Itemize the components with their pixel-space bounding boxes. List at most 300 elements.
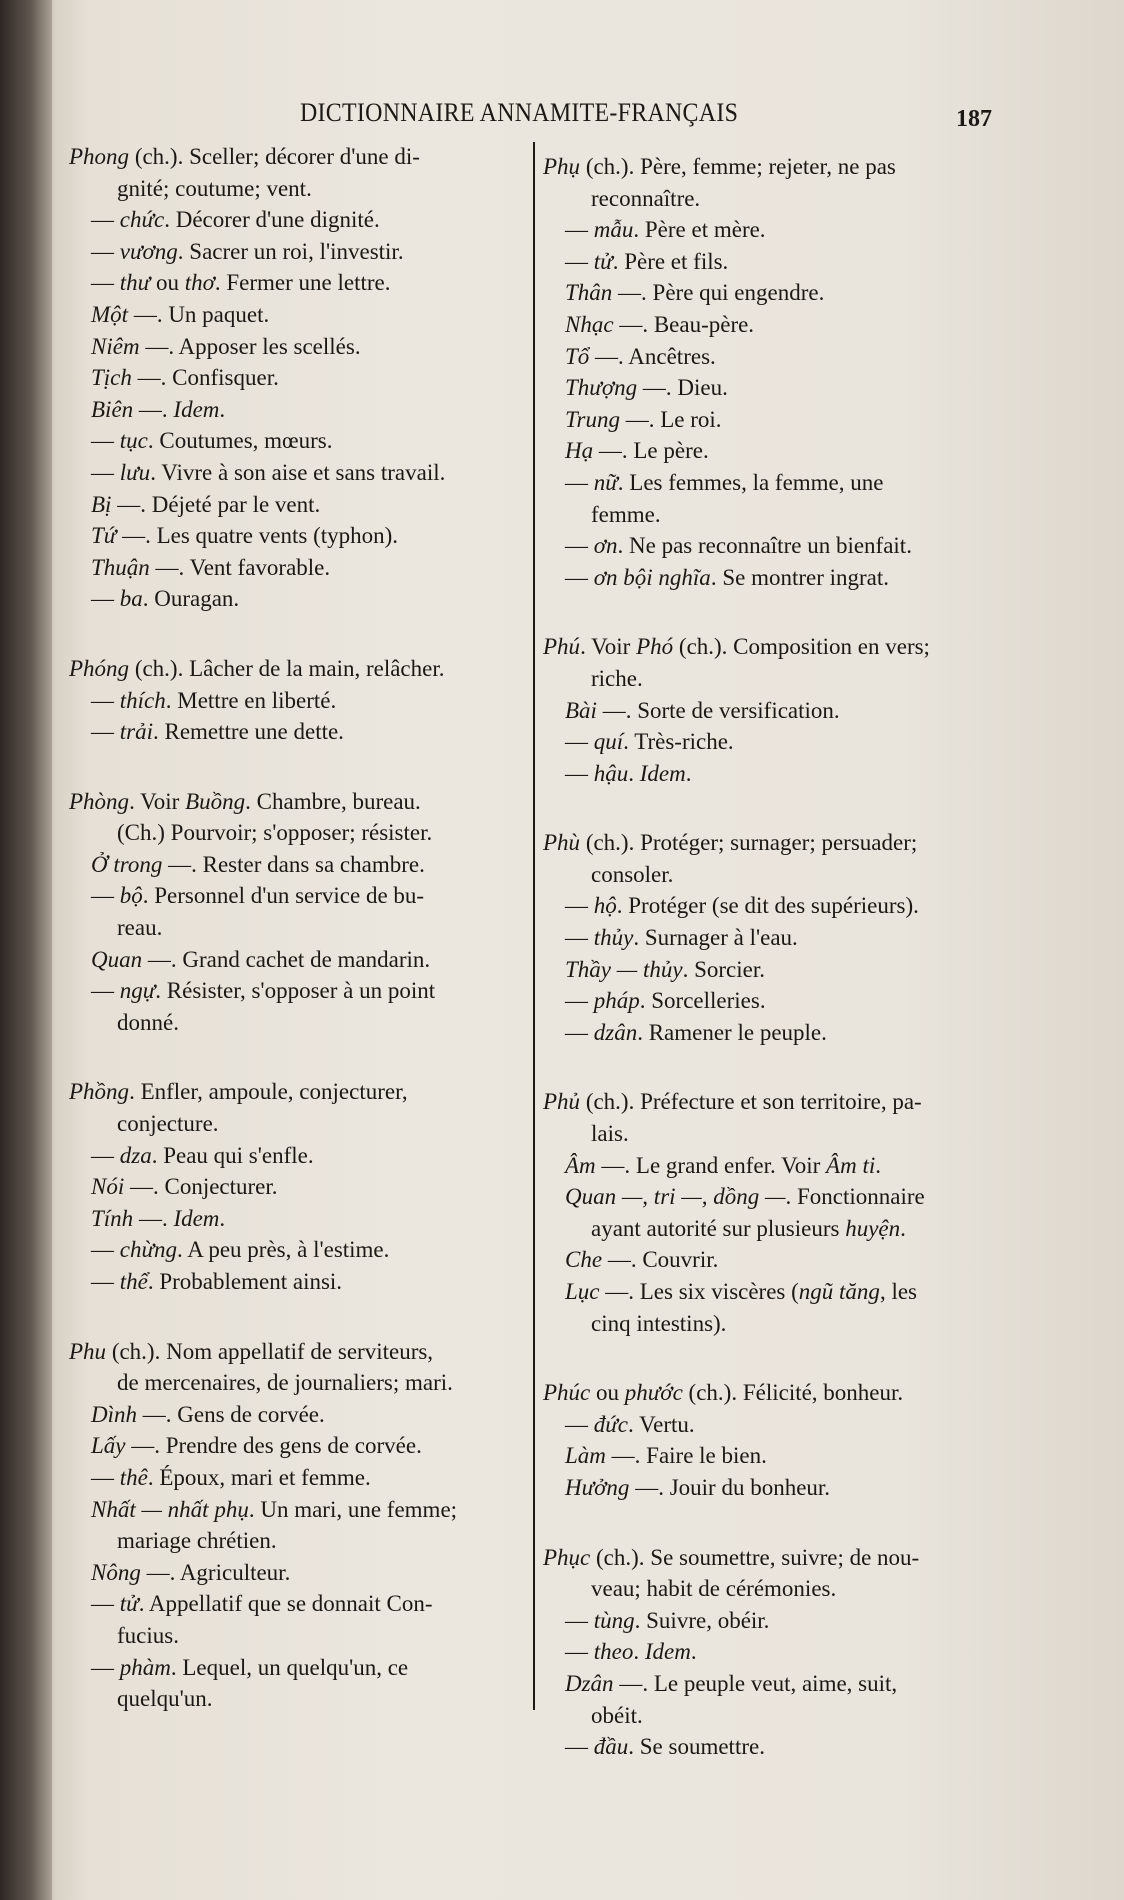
sub-entry-line	[69, 685, 531, 717]
dictionary-entry	[69, 1336, 531, 1715]
french-text: —	[565, 1019, 594, 1045]
sub-entry-line	[69, 1557, 531, 1589]
french-text: conjecture.	[117, 1111, 219, 1137]
sub-entry-line	[69, 1462, 531, 1494]
sub-entry-line	[69, 975, 531, 1007]
sub-entry-line	[543, 1276, 1008, 1308]
vietnamese-term: Phủ	[543, 1089, 581, 1115]
entry-headline	[69, 141, 531, 173]
french-text: —. Rester dans sa chambre.	[162, 851, 425, 877]
vietnamese-term: Quan	[91, 946, 143, 972]
french-text: . Peau qui s'enfle.	[151, 1142, 314, 1168]
sub-entry-line	[69, 1140, 531, 1172]
french-text: . A peu près, à l'estime.	[177, 1237, 390, 1263]
entry-headline	[543, 151, 1008, 183]
vietnamese-term: bộ	[119, 883, 143, 909]
vietnamese-term: Idem	[644, 1639, 691, 1665]
french-text: .	[900, 1215, 906, 1241]
french-text: . Chambre, bureau.	[245, 788, 421, 814]
sub-entry-line	[543, 922, 1008, 954]
sub-entry-line	[543, 1244, 1008, 1276]
sub-entry-line	[543, 1472, 1008, 1504]
sub-entry-line	[69, 1588, 531, 1620]
french-text: . Voir	[580, 634, 637, 660]
continuation-line	[543, 1308, 1008, 1340]
french-text: —. Conjecturer.	[124, 1174, 278, 1200]
french-text: —	[91, 270, 120, 296]
french-text: —.	[133, 1205, 174, 1231]
entry-headline	[69, 1076, 531, 1108]
sub-entry-line	[543, 341, 1008, 373]
french-text: . Voir	[129, 788, 186, 814]
french-text: fucius.	[117, 1622, 179, 1648]
dictionary-entry	[69, 786, 531, 1039]
vietnamese-term: Phục	[543, 1544, 591, 1570]
french-text: . Les femmes, la femme, une	[617, 469, 884, 495]
sub-entry-line	[543, 726, 1008, 758]
sub-entry-line	[543, 1605, 1008, 1637]
vietnamese-term: tử	[593, 248, 613, 274]
vietnamese-term: chức	[119, 207, 165, 233]
sub-entry-line	[543, 954, 1008, 986]
french-text: —	[91, 238, 120, 264]
vietnamese-term: pháp	[593, 988, 640, 1014]
vietnamese-term: ngũ tăng	[798, 1279, 880, 1304]
vietnamese-term: Trung	[565, 406, 620, 432]
continuation-line	[69, 1108, 531, 1140]
french-text: . Vivre à son aise et sans travail.	[150, 459, 446, 485]
continuation-line	[69, 1525, 531, 1557]
vietnamese-term: Niêm	[91, 333, 140, 359]
sub-entry-line	[69, 204, 531, 236]
sub-entry-line	[543, 309, 1008, 341]
french-text: ou	[590, 1380, 625, 1406]
vietnamese-term: lưu	[119, 459, 151, 485]
sub-entry-line	[543, 1409, 1008, 1441]
continuation-line	[69, 912, 531, 944]
vietnamese-term: Idem	[639, 760, 686, 786]
entry-headline	[543, 1542, 1008, 1574]
vietnamese-term: Tịch	[91, 365, 132, 391]
sub-entry-line	[543, 562, 1008, 594]
vietnamese-term: Phụ	[543, 154, 581, 179]
continuation-line	[69, 1367, 531, 1399]
sub-entry-line	[543, 1150, 1008, 1182]
entry-headline	[69, 786, 531, 818]
vietnamese-term: Quan —, tri —, dồng —	[565, 1184, 786, 1210]
sub-entry-line	[69, 267, 531, 299]
french-text: . Ne pas reconnaître un bienfait.	[617, 533, 912, 559]
vietnamese-term: Tứ	[91, 523, 117, 549]
french-text: —. Sorte de versification.	[596, 697, 840, 723]
entry-headline	[543, 827, 1008, 859]
french-text: —	[565, 1607, 594, 1633]
sub-entry-line	[543, 1731, 1008, 1763]
book-spine-shadow	[0, 0, 52, 1900]
french-text: —. Agriculteur.	[140, 1559, 291, 1585]
vietnamese-term: Buồng	[185, 788, 246, 814]
french-text: —. Le grand enfer. Voir	[595, 1152, 827, 1178]
vietnamese-term: Phóng	[69, 655, 130, 681]
left-column	[69, 141, 531, 1753]
french-text: —	[565, 760, 594, 786]
vietnamese-term: hộ	[593, 893, 617, 919]
french-text: ayant autorité sur plusieurs	[591, 1215, 846, 1241]
french-text: —	[565, 217, 594, 243]
sub-entry-line	[543, 1181, 1008, 1213]
vietnamese-term: dzân	[593, 1019, 638, 1045]
sub-entry-line	[69, 1203, 531, 1235]
french-text: . Très-riche.	[623, 729, 734, 755]
sub-entry-line	[69, 716, 531, 748]
french-text: (ch.). Se soumettre, suivre; de nou-	[590, 1544, 920, 1570]
french-text: —	[91, 428, 120, 454]
vietnamese-term: nữ	[593, 469, 618, 495]
french-text: .	[690, 1639, 697, 1665]
sub-entry-line	[69, 1494, 531, 1526]
french-text: —. Beau-père.	[613, 311, 755, 337]
french-text: —. Déjeté par le vent.	[111, 491, 321, 517]
vietnamese-term: Phồng	[69, 1079, 130, 1105]
french-text: .	[219, 1205, 226, 1231]
vietnamese-term: ơn bội nghĩa	[593, 564, 711, 590]
french-text: . Fermer une lettre.	[214, 270, 391, 296]
vietnamese-term: thích	[119, 687, 166, 713]
vietnamese-term: thơ	[184, 270, 215, 296]
sub-entry-line	[69, 1652, 531, 1684]
sub-entry-line	[543, 246, 1008, 278]
french-text: —	[565, 248, 594, 274]
french-text: —	[91, 719, 120, 745]
french-text: —. Le peuple veut, aime, suit,	[613, 1670, 898, 1696]
french-text: gnité; coutume; vent.	[117, 175, 312, 201]
vietnamese-term: Phù	[543, 830, 581, 856]
sub-entry-line	[69, 457, 531, 489]
vietnamese-term: ơn	[593, 533, 618, 559]
french-text: . Sorcier.	[682, 956, 765, 982]
continuation-line	[543, 663, 1008, 695]
french-text: .	[875, 1152, 881, 1178]
sub-entry-line	[543, 1636, 1008, 1668]
vietnamese-term: Ở trong	[91, 851, 163, 877]
french-text: . Vertu.	[628, 1411, 695, 1437]
dictionary-entry	[543, 1086, 1008, 1339]
sub-entry-line	[69, 944, 531, 976]
french-text: —	[91, 1591, 120, 1617]
french-text: —. Le père.	[593, 438, 709, 464]
french-text: —	[91, 978, 120, 1004]
vietnamese-term: Thân	[565, 280, 613, 306]
sub-entry-line	[543, 1440, 1008, 1472]
continuation-line	[69, 1683, 531, 1715]
sub-entry-line	[69, 299, 531, 331]
french-text: —	[565, 1639, 594, 1665]
french-text: ou	[150, 270, 185, 296]
vietnamese-term: Dzân	[565, 1670, 614, 1696]
sub-entry-line	[69, 1399, 531, 1431]
french-text: —. Ancêtres.	[589, 343, 716, 369]
french-text: —. Les quatre vents (typhon).	[116, 523, 399, 549]
vietnamese-term: Âm	[565, 1152, 596, 1178]
french-text: —. Le roi.	[619, 406, 722, 432]
french-text: —. Grand cachet de mandarin.	[142, 946, 431, 972]
sub-entry-line	[69, 1266, 531, 1298]
sub-entry-line	[69, 425, 531, 457]
french-text: —. Faire le bien.	[605, 1443, 767, 1469]
sub-entry-line	[543, 404, 1008, 436]
french-text: . Père et fils.	[612, 248, 729, 274]
vietnamese-term: huyện	[845, 1215, 901, 1241]
french-text: —	[91, 883, 120, 909]
vietnamese-term: thư	[119, 270, 151, 296]
french-text: . Un mari, une femme;	[248, 1496, 458, 1522]
french-text: —. Gens de corvée.	[137, 1401, 325, 1427]
french-text: —. Vent favorable.	[149, 554, 331, 580]
vietnamese-term: chừng	[119, 1237, 178, 1263]
sub-entry-line	[69, 849, 531, 881]
vietnamese-term: Phu	[69, 1338, 107, 1364]
french-text: —. Un paquet.	[128, 301, 270, 327]
vietnamese-term: Thầy — thủy	[565, 956, 683, 982]
page-number: 187	[956, 106, 992, 132]
sub-entry-line	[543, 467, 1008, 499]
french-text: cinq intestins).	[591, 1310, 727, 1336]
french-text: mariage chrétien.	[117, 1528, 277, 1554]
sub-entry-line	[69, 394, 531, 426]
sub-entry-line	[69, 362, 531, 394]
french-text: , les	[879, 1279, 917, 1304]
french-text: —	[91, 207, 120, 233]
french-text: (ch.). Félicité, bonheur.	[682, 1380, 904, 1406]
continuation-line	[69, 1007, 531, 1039]
french-text: (ch.). Nom appellatif de serviteurs,	[106, 1338, 434, 1364]
sub-entry-line	[543, 1017, 1008, 1049]
french-text: . Sorcelleries.	[639, 988, 766, 1014]
french-text: . Décorer d'une dignité.	[164, 207, 380, 233]
french-text: . Personnel d'un service de bu-	[142, 883, 425, 909]
vietnamese-term: Làm	[565, 1443, 606, 1469]
continuation-line	[543, 183, 1008, 215]
vietnamese-term: ngự	[119, 978, 156, 1004]
french-text: —	[91, 586, 120, 612]
vietnamese-term: Phòng	[69, 788, 130, 814]
french-text: lais.	[591, 1121, 629, 1147]
vietnamese-term: đức	[593, 1411, 629, 1437]
french-text: —	[565, 893, 594, 919]
french-text: veau; habit de cérémonies.	[591, 1576, 837, 1602]
vietnamese-term: vương	[119, 238, 178, 264]
sub-entry-line	[69, 1430, 531, 1462]
column-divider	[533, 142, 535, 1710]
vietnamese-term: Biên	[91, 396, 134, 422]
french-text: .	[685, 760, 692, 786]
french-text: —	[565, 564, 594, 590]
french-text: riche.	[591, 665, 643, 691]
continuation-line	[69, 817, 531, 849]
dictionary-entry	[543, 151, 1008, 593]
french-text: —	[565, 469, 594, 495]
french-text: . Ramener le peuple.	[637, 1019, 827, 1045]
vietnamese-term: Bài	[565, 697, 597, 723]
sub-entry-line	[69, 236, 531, 268]
vietnamese-term: Thượng	[565, 375, 638, 401]
vietnamese-term: Phó	[636, 634, 674, 660]
vietnamese-term: Tổ	[565, 343, 590, 369]
french-text: —	[565, 1734, 594, 1760]
french-text: femme.	[591, 501, 661, 527]
vietnamese-term: Idem	[173, 1205, 220, 1231]
french-text: .	[219, 396, 226, 422]
sub-entry-line	[543, 277, 1008, 309]
french-text: consoler.	[591, 861, 674, 887]
vietnamese-term: Bị	[91, 491, 112, 517]
vietnamese-term: tử	[119, 1591, 139, 1617]
french-text: —	[91, 687, 120, 713]
french-text: . Enfler, ampoule, conjecturer,	[129, 1079, 408, 1105]
vietnamese-term: dza	[119, 1142, 152, 1168]
french-text: —. Dieu.	[637, 375, 728, 401]
dictionary-entry	[543, 1542, 1008, 1763]
continuation-line	[543, 859, 1008, 891]
french-text: reau.	[117, 915, 163, 941]
vietnamese-term: Nói	[91, 1174, 125, 1200]
dictionary-entry	[543, 631, 1008, 789]
vietnamese-term: Hưởng	[565, 1474, 630, 1500]
french-text: —	[91, 459, 120, 485]
vietnamese-term: tùng	[593, 1607, 635, 1633]
dictionary-entry	[543, 827, 1008, 1048]
continuation-line	[543, 1573, 1008, 1605]
dictionary-entry	[69, 653, 531, 748]
vietnamese-term: ba	[119, 586, 143, 612]
dictionary-entry	[543, 1377, 1008, 1503]
french-text: —. Couvrir.	[602, 1247, 719, 1273]
french-text: . Résister, s'opposer à un point	[155, 978, 436, 1004]
vietnamese-term: Âm ti	[826, 1152, 876, 1178]
french-text: (ch.). Protéger; surnager; persuader;	[580, 830, 918, 856]
sub-entry-line	[69, 1171, 531, 1203]
vietnamese-term: Phú	[543, 634, 581, 660]
vietnamese-term: trải	[119, 719, 153, 745]
french-text: . Sacrer un roi, l'investir.	[177, 238, 404, 264]
continuation-line	[69, 1620, 531, 1652]
vietnamese-term: thể	[119, 1269, 148, 1294]
sub-entry-line	[69, 1234, 531, 1266]
french-text: reconnaître.	[591, 185, 701, 211]
vietnamese-term: Idem	[173, 396, 220, 422]
french-text: —.	[133, 396, 174, 422]
entry-headline	[69, 653, 531, 685]
french-text: . Père et mère.	[633, 217, 766, 243]
continuation-line	[543, 499, 1008, 531]
vietnamese-term: Phong	[69, 144, 130, 169]
french-text: . Fonctionnaire	[785, 1184, 925, 1210]
sub-entry-line	[543, 530, 1008, 562]
vietnamese-term: phước	[624, 1380, 683, 1406]
french-text: —	[91, 1142, 120, 1168]
french-text: obéit.	[591, 1702, 643, 1728]
vietnamese-term: Dình	[91, 1401, 137, 1427]
vietnamese-term: Một	[91, 301, 129, 327]
right-column	[543, 151, 1008, 1801]
vietnamese-term: Hạ	[565, 438, 594, 464]
french-text: —	[565, 533, 594, 559]
sub-entry-line	[543, 372, 1008, 404]
sub-entry-line	[543, 758, 1008, 790]
sub-entry-line	[69, 331, 531, 363]
vietnamese-term: Thuận	[91, 554, 150, 580]
french-text: —	[565, 988, 594, 1014]
french-text: . Appellatif que se donnait Con-	[138, 1591, 433, 1617]
entry-headline	[69, 1336, 531, 1368]
vietnamese-term: phàm	[119, 1654, 171, 1680]
french-text: . Suivre, obéir.	[634, 1607, 770, 1633]
french-text: —	[91, 1237, 120, 1263]
sub-entry-line	[543, 1668, 1008, 1700]
sub-entry-line	[69, 520, 531, 552]
vietnamese-term: hậu	[593, 760, 629, 786]
continuation-line	[543, 1213, 1008, 1245]
french-text: (ch.). Sceller; décorer d'une di-	[129, 144, 420, 169]
vietnamese-term: Che	[565, 1247, 603, 1273]
vietnamese-term: mẫu	[593, 217, 634, 243]
french-text: . Époux, mari et femme.	[147, 1464, 371, 1490]
french-text: —. Apposer les scellés.	[139, 333, 361, 359]
vietnamese-term: Nhất — nhất phụ	[91, 1496, 249, 1522]
french-text: . Coutumes, mœurs.	[147, 428, 333, 454]
french-text: (ch.). Préfecture et son territoire, pa-	[580, 1089, 922, 1115]
french-text: . Surnager à l'eau.	[633, 925, 798, 951]
entry-headline	[543, 1086, 1008, 1118]
french-text: —	[565, 925, 594, 951]
french-text: —. Prendre des gens de corvée.	[125, 1433, 422, 1459]
sub-entry-line	[69, 880, 531, 912]
french-text: (Ch.) Pourvoir; s'opposer; résister.	[117, 820, 433, 846]
sub-entry-line	[543, 435, 1008, 467]
french-text: .	[628, 760, 640, 786]
continuation-line	[543, 1118, 1008, 1150]
entry-headline	[543, 1377, 1008, 1409]
continuation-line	[69, 173, 531, 205]
vietnamese-term: Tính	[91, 1205, 134, 1231]
vietnamese-term: Lấy	[91, 1433, 126, 1459]
french-text: —	[565, 729, 594, 755]
vietnamese-term: thủy	[593, 925, 634, 951]
vietnamese-term: thê	[119, 1464, 148, 1490]
french-text: (ch.). Père, femme; rejeter, ne pas	[580, 154, 896, 179]
french-text: —. Confisquer.	[131, 365, 279, 391]
sub-entry-line	[69, 583, 531, 615]
running-header: DICTIONNAIRE ANNAMITE-FRANÇAIS	[300, 98, 739, 127]
french-text: —	[91, 1654, 120, 1680]
french-text: (ch.). Composition en vers;	[673, 634, 930, 660]
vietnamese-term: Phúc	[543, 1380, 591, 1406]
french-text: de mercenaires, de journaliers; mari.	[117, 1370, 453, 1396]
french-text: donné.	[117, 1009, 179, 1035]
french-text: —. Jouir du bonheur.	[629, 1474, 831, 1500]
vietnamese-term: đầu	[593, 1734, 629, 1760]
french-text: . Probablement ainsi.	[147, 1269, 343, 1294]
sub-entry-line	[543, 214, 1008, 246]
french-text: . Lequel, un quelqu'un, ce	[170, 1654, 409, 1680]
sub-entry-line	[69, 552, 531, 584]
sub-entry-line	[543, 985, 1008, 1017]
vietnamese-term: Nông	[91, 1559, 141, 1585]
french-text: —	[91, 1464, 120, 1490]
french-text: —. Père qui engendre.	[612, 280, 825, 306]
entry-headline	[543, 631, 1008, 663]
french-text: (ch.). Lâcher de la main, relâcher.	[129, 655, 445, 681]
